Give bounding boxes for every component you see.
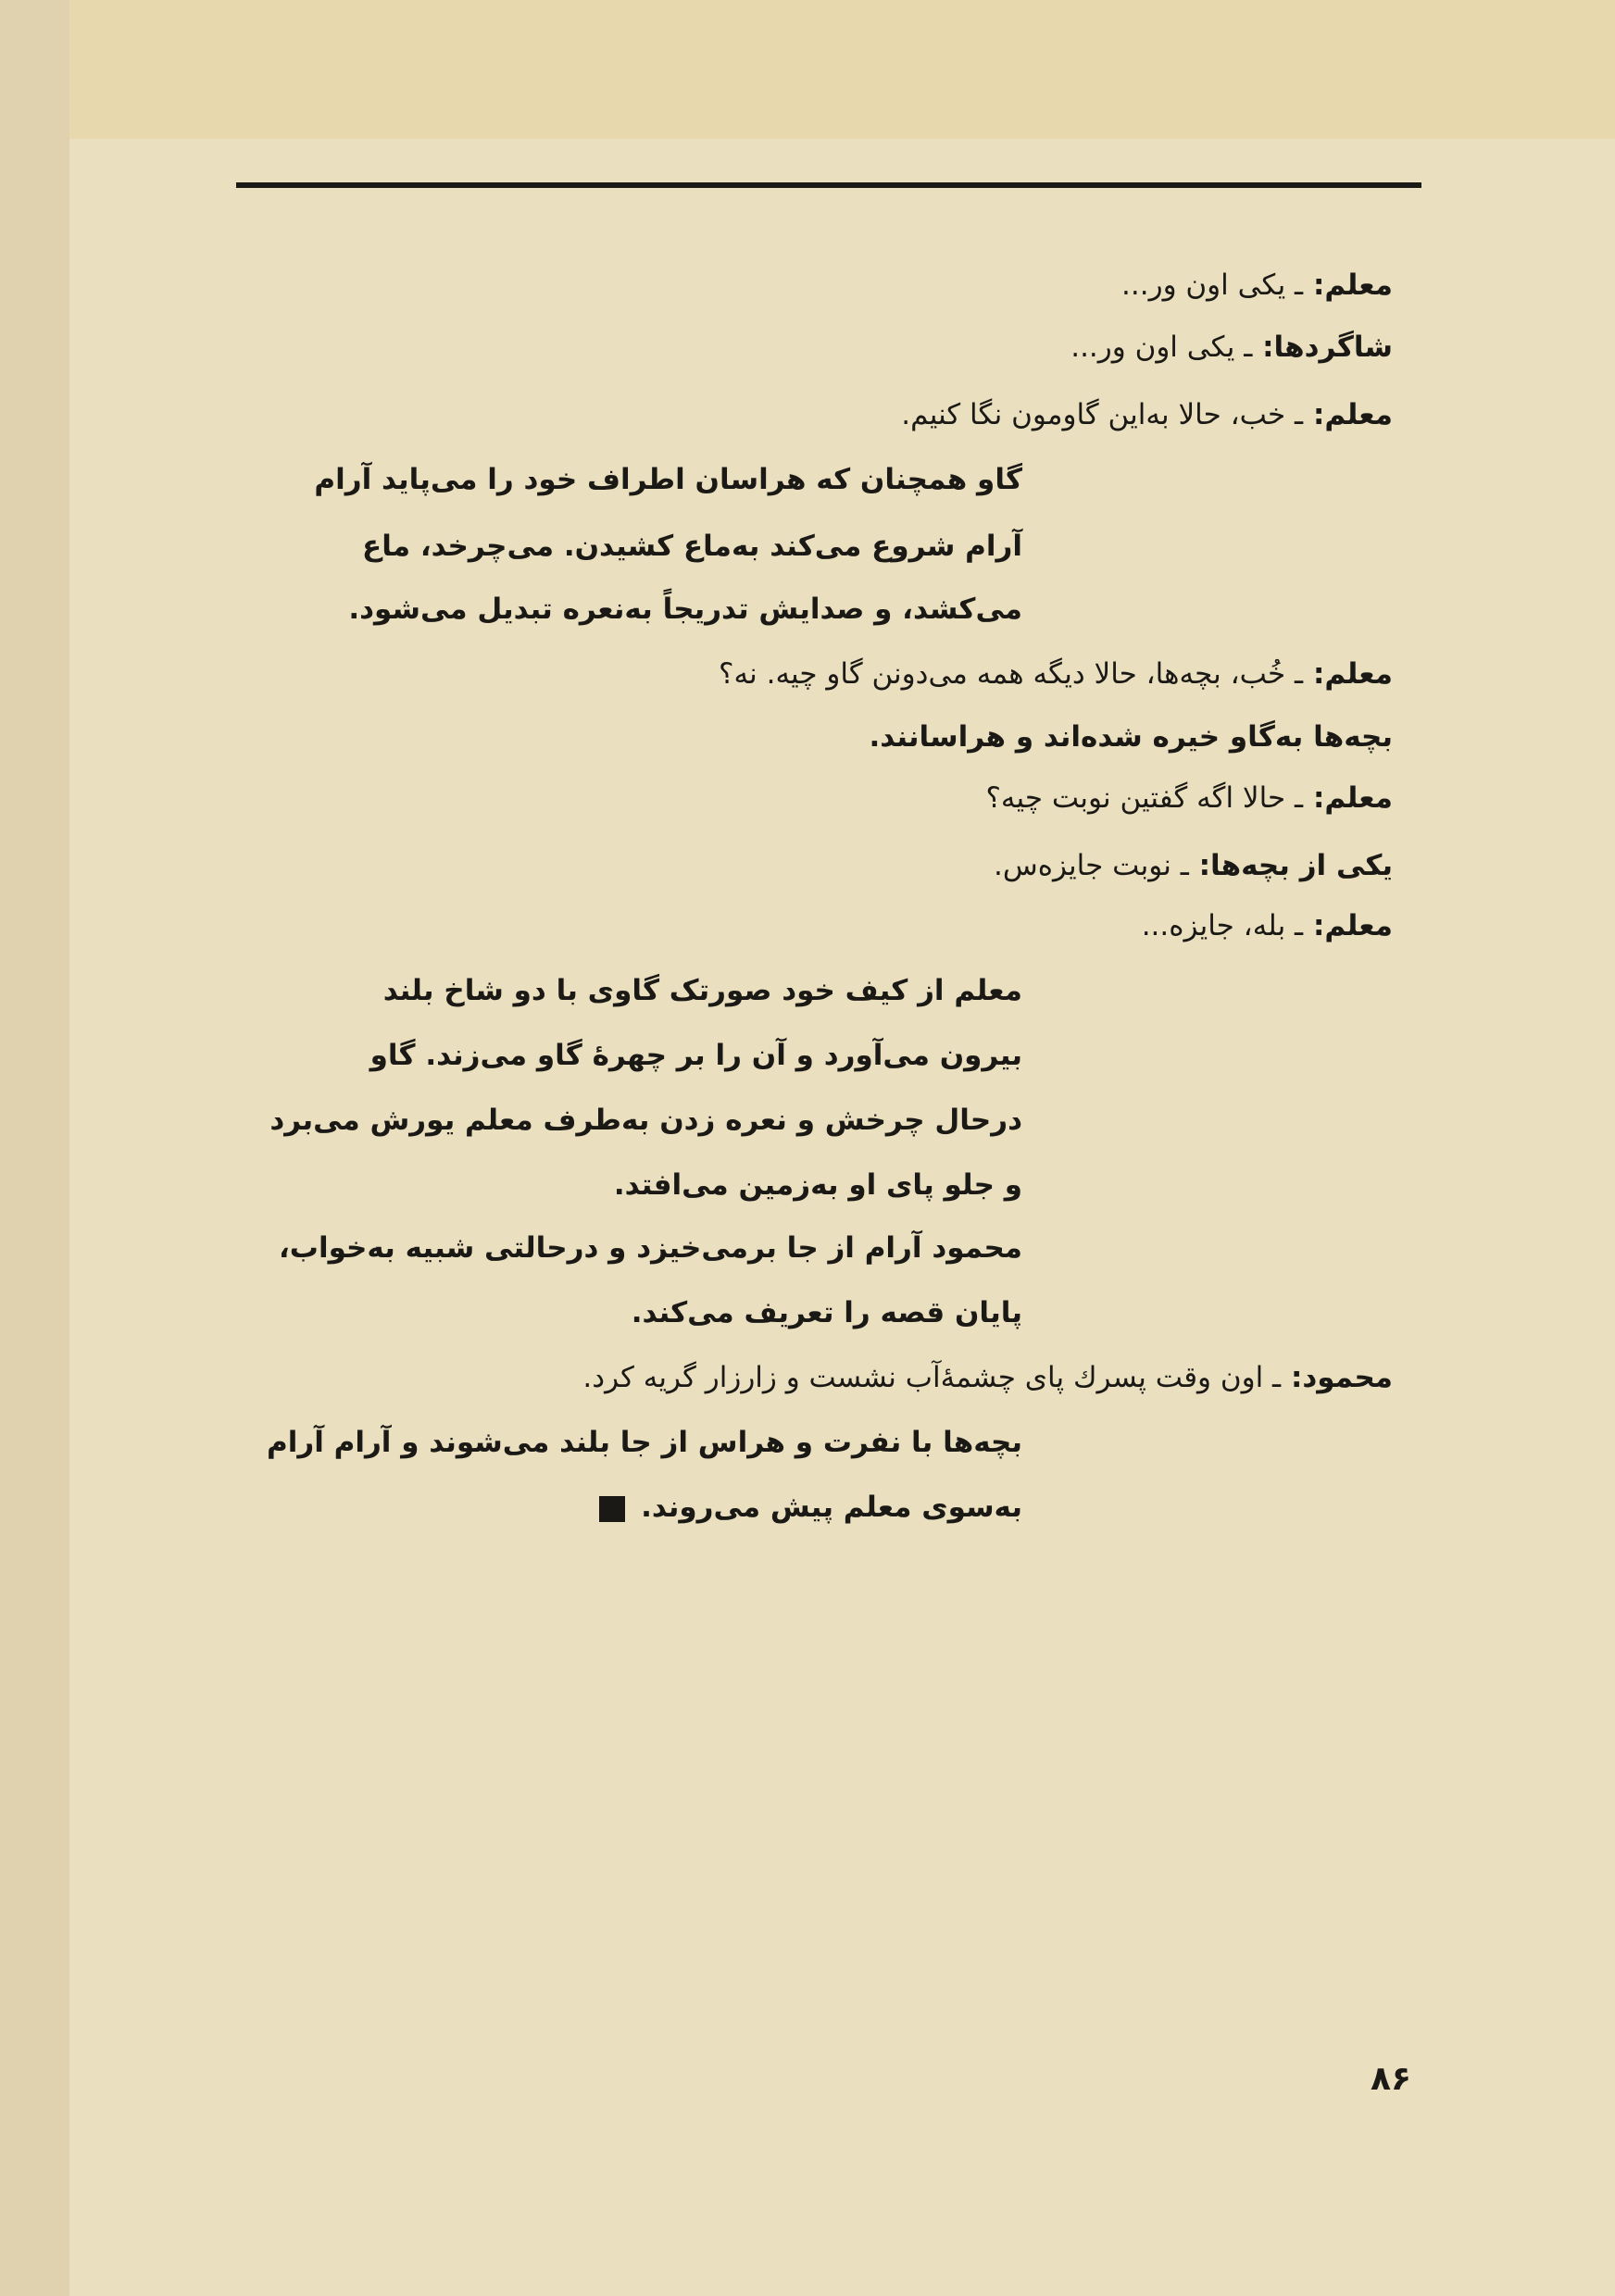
stage-direction-text: بیرون می‌آورد و آن را بر چهرهٔ گاو می‌زند. گاو [369, 1039, 1022, 1072]
stage-direction-text: و جلو پای او به‌زمین می‌افتد. [613, 1168, 1022, 1202]
end-mark-square [599, 1496, 625, 1522]
dialogue-line [1121, 257, 1393, 313]
stage-direction-line [267, 1415, 1022, 1470]
speaker-label: شاگردها: [1262, 331, 1393, 364]
stage-direction-line [870, 709, 1393, 765]
page-left-edge [0, 0, 69, 2296]
stage-direction-text: بچه‌ها به‌گاو خیره شده‌اند و هراسانند. [869, 720, 1393, 754]
dialogue-line [994, 838, 1393, 893]
stage-direction-text: آرام شروع می‌کند به‌ماع کشیدن. می‌چرخد، ماع [362, 530, 1022, 563]
stage-direction-line [632, 1285, 1022, 1341]
stage-direction-line [599, 1479, 1022, 1535]
stage-direction-line [279, 1220, 1022, 1276]
speaker-label: معلم: [1312, 781, 1393, 815]
speech-text: ـ بله، جایزه... [1141, 909, 1304, 942]
stage-direction-text: می‌کشد، و صدایش تدریجاً به‌نعره تبدیل می‌شود. [348, 593, 1022, 626]
stage-direction-text: گاو همچنان که هراسان اطراف خود را می‌پاید آرام [314, 463, 1022, 496]
speaker-label: محمود: [1290, 1361, 1393, 1394]
speaker-label: معلم: [1312, 398, 1393, 431]
dialogue-line [1070, 319, 1393, 375]
stage-direction-line [269, 1092, 1022, 1148]
speech-text: ـ خُب، بچه‌ها، حالا دیگه همه می‌دونن گاو چیه. نه؟ [719, 657, 1304, 691]
page-number: ۸۶ [1371, 2060, 1411, 2098]
dialogue-line [719, 646, 1393, 702]
speaker-label: یکی از بچه‌ها: [1198, 849, 1393, 882]
speech-text: ـ یکی اون ور... [1070, 331, 1253, 364]
speech-text: ـ یکی اون ور... [1121, 268, 1304, 302]
stage-direction-text: بچه‌ها با نفرت و هراس از جا بلند می‌شوند و آرام آرام [267, 1426, 1022, 1459]
dialogue-line [985, 770, 1393, 826]
header-rule [236, 182, 1421, 188]
speaker-label: معلم: [1312, 268, 1393, 302]
speech-text: ـ اون وقت پسرك پای چشمهٔ‌آب نشست و زارزار گریه کرد. [582, 1361, 1282, 1394]
speaker-label: معلم: [1312, 657, 1393, 691]
dialogue-line [582, 1350, 1393, 1405]
stage-direction-text: معلم از کیف خود صورتک گاوی با دو شاخ بلند [382, 974, 1022, 1007]
stage-direction-line [370, 1028, 1022, 1083]
stage-direction-text: درحال چرخش و نعره زدن به‌طرف معلم یورش می‌برد [269, 1104, 1022, 1137]
stage-direction-line [614, 1157, 1022, 1213]
stage-direction-text: به‌سوی معلم پیش می‌روند. [641, 1491, 1022, 1524]
stage-direction-line [314, 452, 1022, 507]
stage-direction-line [362, 518, 1022, 574]
stage-direction-text: محمود آرام از جا برمی‌خیزد و درحالتی شبیه به‌خواب، [279, 1231, 1022, 1265]
speech-text: ـ خب، حالا به‌این گاومون نگا کنیم. [901, 398, 1304, 431]
speech-text: ـ نوبت جایزه‌س. [994, 849, 1189, 882]
dialogue-line [901, 387, 1393, 443]
dialogue-line [1142, 898, 1393, 954]
stage-direction-text: پایان قصه را تعریف می‌کند. [631, 1296, 1022, 1329]
stage-direction-line [348, 581, 1022, 637]
stage-direction-line [383, 963, 1022, 1018]
speaker-label: معلم: [1312, 909, 1393, 942]
page-top-band [0, 0, 1615, 139]
speech-text: ـ حالا اگه گفتین نوبت چیه؟ [985, 781, 1304, 815]
